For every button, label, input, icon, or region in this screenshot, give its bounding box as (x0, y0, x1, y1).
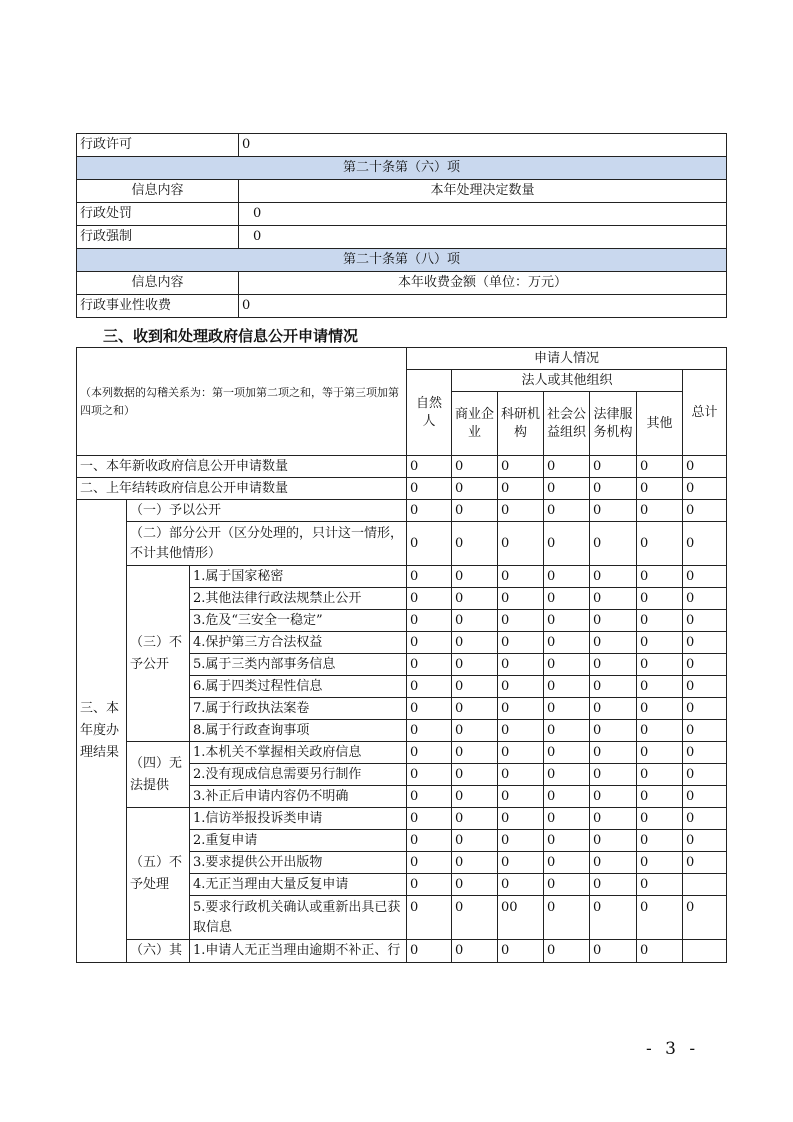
value-cell: 00 (498, 896, 544, 940)
value-cell: 0 (590, 896, 637, 940)
row-label: 5.要求行政机关确认或重新出具已获取信息 (190, 896, 407, 940)
value-cell: 0 (452, 852, 498, 874)
value-cell: 0 (407, 698, 452, 720)
value-cell: 0 (544, 896, 590, 940)
subgroup-label: （六）其 (127, 940, 190, 963)
value-cell: 0 (683, 588, 727, 610)
value-cell: 0 (544, 566, 590, 588)
value-cell: 0 (544, 874, 590, 896)
value-cell: 0 (544, 852, 590, 874)
value-cell: 0 (407, 654, 452, 676)
value-cell: 0 (637, 896, 683, 940)
value-cell: 0 (407, 786, 452, 808)
value-cell: 0 (637, 764, 683, 786)
table-row (77, 522, 727, 566)
value-cell: 0 (544, 478, 590, 500)
value-cell: 0 (544, 808, 590, 830)
value-cell: 0 (544, 830, 590, 852)
col-research: 科研机构 (498, 392, 544, 456)
value-cell: 0 (407, 874, 452, 896)
value-cell (683, 940, 727, 963)
top-table-row (77, 134, 727, 157)
value-cell: 0 (544, 610, 590, 632)
value-cell: 0 (683, 566, 727, 588)
value-cell: 0 (407, 852, 452, 874)
value-cell: 0 (452, 654, 498, 676)
row-value: 0 (239, 203, 727, 226)
value-cell: 0 (452, 874, 498, 896)
top-table-row (77, 272, 727, 295)
value-cell: 0 (544, 720, 590, 742)
value-cell: 0 (452, 500, 498, 522)
value-cell: 0 (590, 742, 637, 764)
col-social: 社会公益组织 (544, 392, 590, 456)
row-value: 0 (239, 134, 727, 157)
value-cell: 0 (452, 808, 498, 830)
value-cell: 0 (590, 676, 637, 698)
value-cell: 0 (590, 632, 637, 654)
col-total: 总计 (683, 370, 727, 456)
value-cell: 0 (452, 698, 498, 720)
value-cell: 0 (498, 632, 544, 654)
value-cell: 0 (498, 522, 544, 566)
value-cell: 0 (498, 500, 544, 522)
col-other: 其他 (637, 392, 683, 456)
value-cell: 0 (683, 522, 727, 566)
row-label: 一、本年新收政府信息公开申请数量 (77, 456, 407, 478)
value-cell: 0 (452, 764, 498, 786)
value-cell: 0 (683, 456, 727, 478)
value-cell: 0 (452, 522, 498, 566)
row-label: 2.其他法律行政法规禁止公开 (190, 588, 407, 610)
value-cell: 0 (683, 786, 727, 808)
value-cell: 0 (452, 610, 498, 632)
row-value: 本年处理决定数量 (239, 180, 727, 203)
value-cell: 0 (498, 566, 544, 588)
value-cell: 0 (407, 500, 452, 522)
value-cell: 0 (452, 478, 498, 500)
clause-header: 第二十条第（六）项 (77, 157, 727, 180)
value-cell: 0 (452, 566, 498, 588)
value-cell: 0 (637, 720, 683, 742)
value-cell: 0 (407, 456, 452, 478)
table-row (77, 478, 727, 500)
top-table (76, 133, 727, 318)
subgroup-label: （五）不予处理 (127, 808, 190, 940)
value-cell: 0 (544, 940, 590, 963)
row-label: 3.要求提供公开出版物 (190, 852, 407, 874)
value-cell: 0 (590, 940, 637, 963)
subgroup-label: （四）无法提供 (127, 742, 190, 808)
row-label: 3.危及“三安全一稳定” (190, 610, 407, 632)
value-cell: 0 (452, 896, 498, 940)
value-cell: 0 (498, 478, 544, 500)
value-cell: 0 (637, 566, 683, 588)
row-value: 本年收费金额（单位：万元） (239, 272, 727, 295)
value-cell: 0 (637, 808, 683, 830)
top-table-row (77, 180, 727, 203)
row-label: 2.重复申请 (190, 830, 407, 852)
row-label: 信息内容 (77, 272, 239, 295)
value-cell: 0 (590, 500, 637, 522)
value-cell: 0 (590, 566, 637, 588)
value-cell: 0 (452, 786, 498, 808)
col-legal-service: 法律服务机构 (590, 392, 637, 456)
column-note: （本列数据的勾稽关系为：第一项加第二项之和，等于第三项加第四项之和） (77, 348, 407, 456)
value-cell: 0 (590, 588, 637, 610)
value-cell: 0 (637, 852, 683, 874)
value-cell: 0 (498, 874, 544, 896)
value-cell: 0 (590, 478, 637, 500)
value-cell: 0 (590, 808, 637, 830)
value-cell: 0 (498, 852, 544, 874)
row-label: 6.属于四类过程性信息 (190, 676, 407, 698)
value-cell: 0 (637, 500, 683, 522)
value-cell: 0 (637, 940, 683, 963)
value-cell: 0 (544, 786, 590, 808)
application-table (76, 347, 727, 963)
value-cell: 0 (544, 742, 590, 764)
result-group-label: 三、本年度办理结果 (77, 500, 127, 963)
value-cell: 0 (407, 588, 452, 610)
value-cell: 0 (544, 698, 590, 720)
value-cell: 0 (590, 764, 637, 786)
row-label: 二、上年结转政府信息公开申请数量 (77, 478, 407, 500)
value-cell: 0 (590, 874, 637, 896)
row-label: 1.属于国家秘密 (190, 566, 407, 588)
row-label: 行政事业性收费 (77, 295, 239, 318)
value-cell: 0 (544, 654, 590, 676)
value-cell: 0 (590, 852, 637, 874)
value-cell: 0 (407, 742, 452, 764)
value-cell: 0 (498, 676, 544, 698)
value-cell: 0 (498, 830, 544, 852)
value-cell: 0 (407, 522, 452, 566)
value-cell: 0 (544, 632, 590, 654)
row-label: 行政处罚 (77, 203, 239, 226)
value-cell: 0 (452, 720, 498, 742)
value-cell: 0 (544, 676, 590, 698)
value-cell: 0 (590, 654, 637, 676)
value-cell: 0 (452, 676, 498, 698)
section-title: 三、收到和处理政府信息公开申请情况 (103, 327, 359, 345)
value-cell: 0 (498, 808, 544, 830)
row-label: 1.申请人无正当理由逾期不补正、行 (190, 940, 407, 963)
row-label: （一）予以公开 (127, 500, 407, 522)
applicant-header: 申请人情况 (407, 348, 727, 370)
value-cell: 0 (590, 720, 637, 742)
value-cell: 0 (683, 830, 727, 852)
value-cell: 0 (637, 478, 683, 500)
value-cell: 0 (683, 852, 727, 874)
top-table-row (77, 249, 727, 272)
top-table-row (77, 203, 727, 226)
value-cell: 0 (407, 940, 452, 963)
value-cell: 0 (452, 742, 498, 764)
value-cell: 0 (452, 632, 498, 654)
value-cell: 0 (407, 720, 452, 742)
row-value: 0 (239, 295, 727, 318)
value-cell: 0 (498, 588, 544, 610)
row-label: 8.属于行政查询事项 (190, 720, 407, 742)
row-label: （二）部分公开（区分处理的，只计这一情形，不计其他情形） (127, 522, 407, 566)
row-label: 4.无正当理由大量反复申请 (190, 874, 407, 896)
value-cell: 0 (683, 610, 727, 632)
table-row (77, 808, 727, 830)
value-cell: 0 (637, 742, 683, 764)
value-cell: 0 (407, 896, 452, 940)
value-cell: 0 (498, 786, 544, 808)
row-label: 1.信访举报投诉类申请 (190, 808, 407, 830)
value-cell: 0 (637, 632, 683, 654)
value-cell: 0 (407, 632, 452, 654)
value-cell: 0 (683, 808, 727, 830)
value-cell: 0 (407, 808, 452, 830)
value-cell: 0 (452, 456, 498, 478)
value-cell: 0 (637, 698, 683, 720)
row-label: 7.属于行政执法案卷 (190, 698, 407, 720)
table-row (77, 940, 727, 963)
top-table-row (77, 226, 727, 249)
row-label: 2.没有现成信息需要另行制作 (190, 764, 407, 786)
table-row (77, 500, 727, 522)
value-cell: 0 (544, 456, 590, 478)
value-cell: 0 (637, 874, 683, 896)
value-cell: 0 (637, 456, 683, 478)
value-cell: 0 (637, 830, 683, 852)
value-cell: 0 (683, 698, 727, 720)
value-cell: 0 (498, 698, 544, 720)
row-value: 0 (239, 226, 727, 249)
value-cell: 0 (544, 588, 590, 610)
value-cell: 0 (452, 940, 498, 963)
value-cell: 0 (452, 588, 498, 610)
value-cell: 0 (637, 654, 683, 676)
value-cell: 0 (498, 940, 544, 963)
value-cell: 0 (590, 522, 637, 566)
row-label: 3.补正后申请内容仍不明确 (190, 786, 407, 808)
row-label: 1.本机关不掌握相关政府信息 (190, 742, 407, 764)
value-cell: 0 (544, 764, 590, 786)
page-number: - 3 - (646, 1039, 700, 1059)
value-cell: 0 (452, 830, 498, 852)
col-business: 商业企业 (452, 392, 498, 456)
value-cell: 0 (544, 522, 590, 566)
value-cell: 0 (683, 720, 727, 742)
value-cell: 0 (637, 676, 683, 698)
value-cell: 0 (683, 764, 727, 786)
value-cell: 0 (407, 676, 452, 698)
table-row (77, 566, 727, 588)
legal-header: 法人或其他组织 (452, 370, 683, 392)
value-cell: 0 (590, 786, 637, 808)
value-cell: 0 (407, 764, 452, 786)
col-natural: 自然人 (407, 370, 452, 456)
value-cell: 0 (683, 896, 727, 940)
value-cell: 0 (637, 786, 683, 808)
value-cell (683, 874, 727, 896)
clause-header: 第二十条第（八）项 (77, 249, 727, 272)
value-cell: 0 (498, 742, 544, 764)
value-cell: 0 (498, 456, 544, 478)
row-label: 行政许可 (77, 134, 239, 157)
value-cell: 0 (498, 610, 544, 632)
value-cell: 0 (590, 456, 637, 478)
value-cell: 0 (683, 500, 727, 522)
value-cell: 0 (683, 676, 727, 698)
value-cell: 0 (683, 654, 727, 676)
row-label: 信息内容 (77, 180, 239, 203)
row-label: 5.属于三类内部事务信息 (190, 654, 407, 676)
value-cell: 0 (590, 830, 637, 852)
value-cell: 0 (407, 478, 452, 500)
value-cell: 0 (498, 764, 544, 786)
subgroup-label: （三）不予公开 (127, 566, 190, 742)
value-cell: 0 (498, 720, 544, 742)
value-cell: 0 (590, 698, 637, 720)
value-cell: 0 (637, 610, 683, 632)
value-cell: 0 (407, 566, 452, 588)
value-cell: 0 (683, 742, 727, 764)
row-label: 4.保护第三方合法权益 (190, 632, 407, 654)
value-cell: 0 (683, 632, 727, 654)
value-cell: 0 (407, 610, 452, 632)
value-cell: 0 (544, 500, 590, 522)
value-cell: 0 (683, 478, 727, 500)
table-row (77, 742, 727, 764)
value-cell: 0 (590, 610, 637, 632)
top-table-row (77, 295, 727, 318)
top-table-row (77, 157, 727, 180)
row-label: 行政强制 (77, 226, 239, 249)
value-cell: 0 (407, 830, 452, 852)
value-cell: 0 (637, 522, 683, 566)
value-cell: 0 (498, 654, 544, 676)
table-row (77, 456, 727, 478)
value-cell: 0 (637, 588, 683, 610)
